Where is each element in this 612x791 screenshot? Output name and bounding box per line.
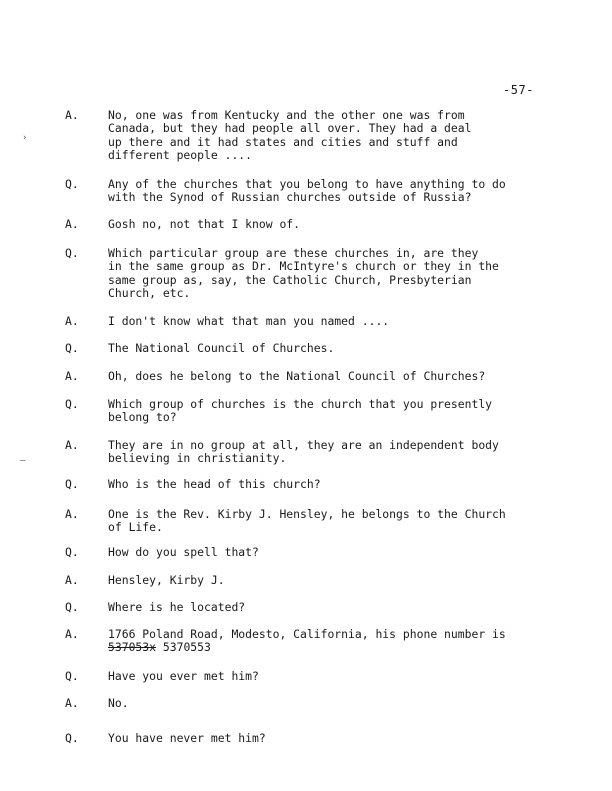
exchange-text-block xyxy=(108,628,538,655)
exchange-text: I don't know what that man you named .... xyxy=(108,314,390,328)
speaker-label: A. xyxy=(65,627,79,641)
exchange-text: Which group of churches is the church that you presently belong to? xyxy=(108,397,493,425)
speaker-label: A. xyxy=(65,438,79,452)
exchange-text: One is the Rev. Kirby J. Hensley, he belongs to the Church of Life. xyxy=(108,507,506,535)
exchange-text: No, one was from Kentucky and the other one was from Canada, but they had people all over. They had a deal up there and it had states and cities and stuff and different people .... xyxy=(108,108,472,163)
speaker-label: A. xyxy=(65,108,79,122)
margin-mark: › xyxy=(22,133,28,143)
speaker-label: Q. xyxy=(65,397,79,411)
exchange-text: Where is he located? xyxy=(108,600,246,614)
phone-number: 5370553 xyxy=(156,640,211,655)
exchange-text: They are in no group at all, they are an independent body believing in christianity. xyxy=(108,438,499,466)
exchange-text: Oh, does he belong to the National Council of Churches? xyxy=(108,369,486,383)
speaker-label: Q. xyxy=(65,731,79,745)
exchange-text: 1766 Poland Road, Modesto, California, his phone number is xyxy=(108,627,506,641)
exchange-text: Who is the head of this church? xyxy=(108,477,321,491)
exchange-text: Have you ever met him? xyxy=(108,669,259,683)
margin-mark: — xyxy=(20,456,26,466)
speaker-label: A. xyxy=(65,573,79,587)
speaker-label: Q. xyxy=(65,246,79,260)
speaker-label: Q. xyxy=(65,477,79,491)
exchange-text: How do you spell that? xyxy=(108,545,259,559)
struck-over-number: 537053x xyxy=(108,640,157,655)
speaker-label: A. xyxy=(65,369,79,383)
exchange-text: Which particular group are these churches in, are they in the same group as Dr. McIntyre's church or they in the same group as, say, the Catholic Church, Presbyterian Church, etc. xyxy=(108,246,499,301)
exchange-text: No. xyxy=(108,696,129,710)
exchange-text: Any of the churches that you belong to have anything to do with the Synod of Russian churches outside of Russia? xyxy=(108,177,506,205)
exchange-text: Hensley, Kirby J. xyxy=(108,573,225,587)
speaker-label: Q. xyxy=(65,545,79,559)
exchange-text: The National Council of Churches. xyxy=(108,341,335,355)
exchange-text: You have never met him? xyxy=(108,731,266,745)
speaker-label: Q. xyxy=(65,177,79,191)
speaker-label: A. xyxy=(65,696,79,710)
exchange-text: Gosh no, not that I know of. xyxy=(108,217,301,231)
speaker-label: A. xyxy=(65,314,79,328)
speaker-label: A. xyxy=(65,217,79,231)
speaker-label: Q. xyxy=(65,669,79,683)
speaker-label: A. xyxy=(65,507,79,521)
speaker-label: Q. xyxy=(65,341,79,355)
speaker-label: Q. xyxy=(65,600,79,614)
page-number: -57- xyxy=(503,83,534,97)
